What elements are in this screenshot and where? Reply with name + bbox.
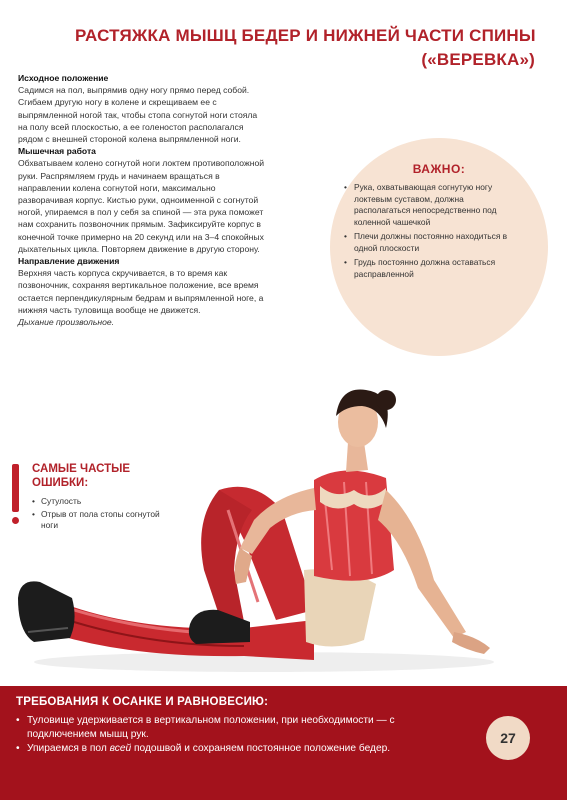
footer-item	[16, 742, 466, 756]
mistakes-list	[32, 496, 172, 533]
exclamation-icon	[12, 464, 19, 512]
breathing-note: Дыхание произвольное.	[18, 317, 115, 328]
instructions-column	[18, 72, 268, 328]
page-title	[75, 24, 535, 72]
footer-item-emphasis: всей	[109, 743, 132, 754]
muscle-work-heading: Мышечная работа	[18, 146, 96, 157]
movement-direction-heading: Направление движения	[18, 256, 120, 267]
important-callout	[330, 138, 548, 356]
exclamation-dot-icon	[12, 517, 19, 524]
mistakes-title-line-2: ОШИБКИ:	[32, 477, 89, 489]
important-item: • Плечи должны постоянно находиться в одной плоскости	[344, 231, 520, 254]
footer-item-part: Упираемся в пол	[27, 743, 110, 754]
page-title-line-1: РАСТЯЖКА МЫШЦ БЕДЕР И НИЖНЕЙ ЧАСТИ СПИНЫ	[75, 26, 536, 45]
important-item: • Рука, охватывающая согнутую ногу локтевым суставом, должна располагаться непосредственно под коленной чашечкой	[344, 182, 520, 228]
posture-requirements-footer	[0, 686, 567, 800]
footer-item: • Туловище удерживается в вертикальном положении, при необходимости — с подключением мышц рук.	[16, 714, 466, 741]
movement-direction-text: Верхняя часть корпуса скручивается, в то время как позвоночник, сохраняя вертикальное положение, все время остается перпендикулярным бедрам и выпрямленной ноге, а нижняя часть туловища вообще не движется.	[18, 268, 264, 315]
important-list	[344, 182, 520, 283]
mistakes-title	[32, 462, 130, 490]
important-title: ВАЖНО:	[412, 162, 466, 176]
footer-item-part: подошвой и сохраняем постоянное положение бедер.	[131, 743, 391, 754]
start-position-heading: Исходное положение	[18, 73, 109, 83]
page-title-line-2: («ВЕРЕВКА»)	[421, 50, 535, 69]
mistake-item: • Отрыв от пола стопы согнутой ноги	[32, 509, 172, 532]
important-item: • Грудь постоянно должна оставаться расправленной	[344, 257, 520, 280]
mistake-item: • Сутулость	[32, 496, 172, 508]
mistakes-title-line-1: САМЫЕ ЧАСТЫЕ	[32, 463, 131, 475]
footer-title: ТРЕБОВАНИЯ К ОСАНКЕ И РАВНОВЕСИЮ:	[16, 696, 269, 708]
muscle-work-text: Обхватываем колено согнутой ноги локтем противоположной руки. Распрямляем грудь и начинаем вращаться в направлении колена согнутой ноги, максимально разворачивая корпус. Кистью руки, одноименной с согнутой ногой, упираемся в пол у себя за спиной — эта рука поможет нам сохранить позвоночник прямым. Зафиксируйте корпус в конечной точке примерно на 20 секунд или на 3–4 спокойных дыхательных цикла. Повторяем движение в другую сторону.	[18, 158, 265, 254]
start-position-text: Садимся на пол, выпрямив одну ногу прямо перед собой. Сгибаем другую ногу в колене и скрещиваем ее с выпрямленной ногой так, чтобы стопа согнутой ноги стояла на полу всей плоскостью, а ее голеностоп располагался рядом с внешней стороной колена выпрямленной ноги.	[18, 85, 258, 145]
footer-list	[16, 714, 466, 757]
page-number: 27	[486, 716, 530, 760]
